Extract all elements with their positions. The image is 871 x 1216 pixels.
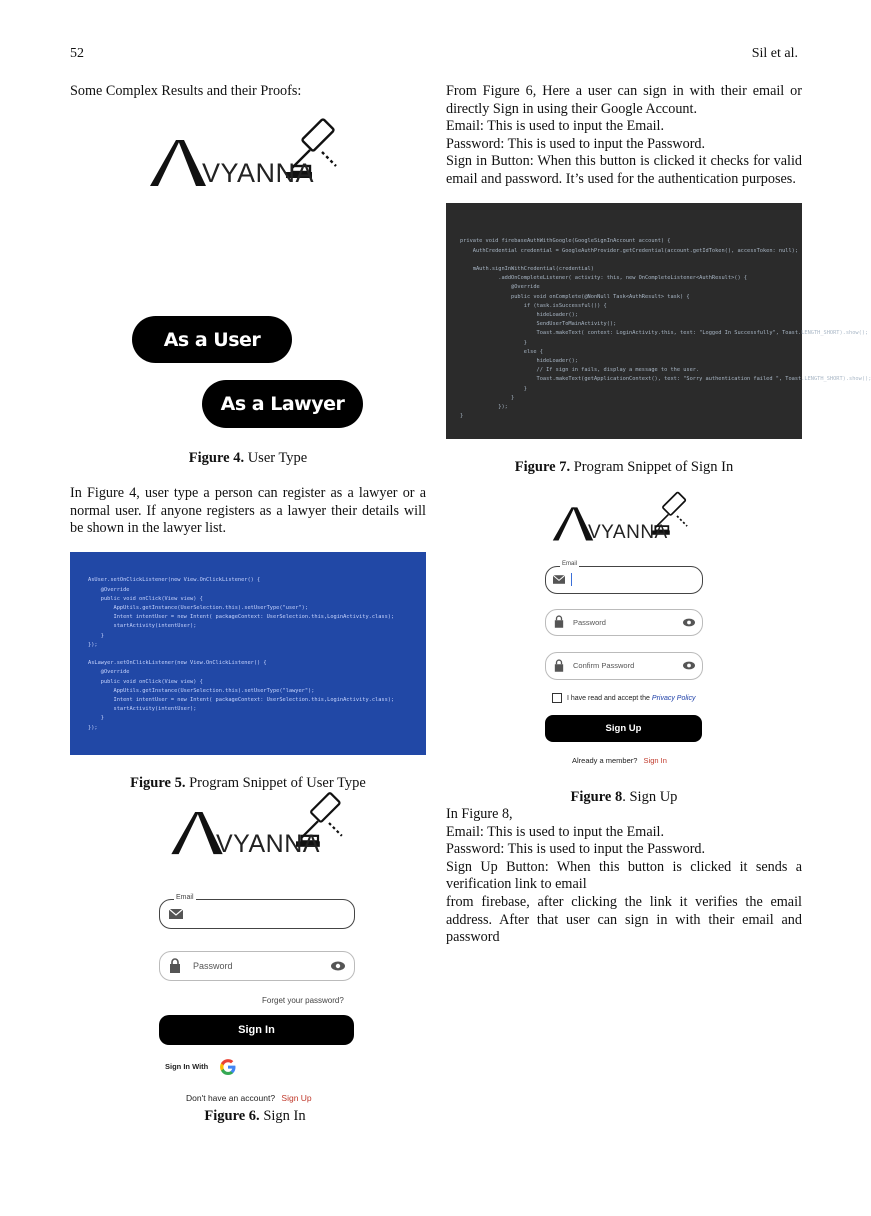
code-line: @Override	[88, 586, 130, 593]
code-line: }	[88, 632, 104, 639]
caption-text: User Type	[244, 450, 308, 466]
text-line: from firebase, after clicking the link it verifies the email address. After that user can sign in with their email and password	[446, 893, 802, 946]
accept-text: I have read and accept the	[567, 694, 650, 702]
paragraph-figure-8	[446, 806, 802, 947]
text-cursor	[571, 573, 572, 586]
password-placeholder: Password	[573, 618, 606, 627]
caption-text: . Sign Up	[622, 789, 678, 805]
password-field[interactable]	[159, 951, 355, 981]
paragraph-figure-4: In Figure 4, user type a person can register as a lawyer or a normal user. If anyone registers as a lawyer their details will be shown in the lawyer list.	[70, 485, 426, 537]
text-line: Password: This is used to input the Password.	[446, 135, 706, 152]
mail-icon	[553, 575, 565, 584]
code-line: else {	[460, 348, 543, 355]
code-line: AppUtils.getInstance(UserSelection.this).setUserType("user");	[88, 605, 309, 612]
code-line: public void onClick(View view) {	[88, 678, 203, 685]
code-line: }	[460, 339, 527, 346]
code-line: AsLawyer.setOnClickListener(new View.OnClickListener() {	[88, 660, 267, 667]
caption-label: Figure 8	[570, 789, 623, 805]
sign-up-link[interactable]: Sign Up	[281, 1093, 312, 1103]
text-line: Sign in Button: When this button is clicked it checks for valid email and password. It’s used for the authentication purposes.	[446, 153, 802, 187]
accept-policy-row	[552, 693, 695, 703]
figure-6-caption	[70, 1108, 440, 1125]
logo-text: VYANNA	[588, 522, 668, 543]
sign-up-button[interactable]: Sign Up	[545, 715, 702, 742]
code-line	[88, 650, 426, 659]
confirm-password-placeholder: Confirm Password	[573, 661, 635, 670]
code-line: }	[460, 385, 527, 392]
lock-icon	[169, 958, 181, 973]
code-line: hideLoader();	[460, 358, 578, 365]
figure-8-caption	[446, 789, 802, 806]
privacy-policy-link[interactable]: Privacy Policy	[651, 694, 696, 702]
code-line: });	[460, 404, 508, 411]
already-member-text: Already a member?	[572, 756, 638, 765]
forgot-password-link[interactable]: Forget your password?	[262, 996, 344, 1005]
eye-icon[interactable]	[683, 618, 695, 627]
email-label: Email	[562, 561, 578, 567]
password-placeholder: Password	[193, 961, 233, 971]
code-snippet-user-type	[70, 552, 426, 755]
code-line: AsUser.setOnClickListener(new View.OnClickListener() {	[88, 577, 261, 584]
code-line: @Override	[460, 284, 540, 291]
code-line: startActivity(intentUser);	[88, 623, 197, 630]
accept-checkbox[interactable]	[552, 693, 562, 703]
code-line: SendUserToMainActivity();	[460, 321, 617, 328]
code-line: }	[460, 413, 464, 420]
avyanna-logo	[150, 116, 350, 188]
code-line: AuthCredential credential = GoogleAuthProvider.getCredential(account.getIdToken(), accessToken: null);	[460, 247, 799, 254]
code-line: }	[460, 394, 515, 401]
caption-text: Sign In	[259, 1108, 306, 1124]
text-line: Sign Up Button: When this button is clicked it sends a verification link to email	[446, 858, 802, 893]
no-account-text: Don't have an account?	[186, 1093, 276, 1103]
code-line: mAuth.signInWithCredential(credential)	[460, 266, 594, 273]
code-line: private void firebaseAuthWithGoogle(GoogleSignInAccount account) {	[460, 238, 671, 245]
already-member-prompt	[572, 756, 667, 765]
code-line: });	[88, 724, 98, 731]
caption-label: Figure 7.	[514, 459, 571, 475]
code-line	[460, 256, 802, 265]
logo-text: VYANNA	[216, 830, 320, 858]
code-line: Toast.makeText(getApplicationContext(), text: "Sorry authentication failed ", Toast.LENGTH_SHORT).show();	[460, 376, 871, 383]
paragraph-figure-6	[446, 83, 802, 189]
code-line: public void onComplete(@NonNull Task<AuthResult> task) {	[460, 293, 690, 300]
eye-icon[interactable]	[331, 961, 345, 971]
no-account-prompt	[186, 1093, 312, 1103]
sign-in-link[interactable]: Sign In	[643, 756, 667, 765]
code-snippet-sign-in	[446, 203, 871, 439]
as-user-button[interactable]: As a User	[132, 316, 292, 363]
caption-label: Figure 5.	[130, 775, 186, 791]
running-head: Sil et al.	[751, 46, 798, 61]
code-line: });	[88, 641, 98, 648]
sign-in-with-label: Sign In With	[165, 1062, 209, 1071]
avyanna-logo	[550, 490, 700, 542]
caption-text: Program Snippet of User Type	[185, 775, 366, 791]
code-line: .addOnCompleteListener( activity: this, new OnCompleteListener<AuthResult>() {	[460, 275, 748, 282]
caption-label: Figure 4.	[188, 450, 245, 466]
code-line: if (task.isSuccessful()) {	[460, 302, 607, 309]
lock-icon	[554, 615, 564, 628]
figure-7-caption	[446, 459, 802, 476]
code-line: hideLoader();	[460, 312, 578, 319]
page-number: 52	[70, 46, 84, 61]
text-line: Email: This is used to input the Email.	[446, 823, 665, 840]
google-icon[interactable]	[220, 1059, 236, 1075]
email-field[interactable]	[159, 894, 355, 929]
code-line: AppUtils.getInstance(UserSelection.this).setUserType("lawyer");	[88, 687, 315, 694]
text-line: Password: This is used to input the Password.	[446, 841, 706, 858]
text-line: Email: This is used to input the Email.	[446, 118, 665, 135]
code-line: // If sign in fails, display a message to the user.	[460, 367, 700, 374]
code-line: public void onClick(View view) {	[88, 595, 203, 602]
email-field[interactable]	[545, 561, 703, 594]
as-lawyer-button[interactable]: As a Lawyer	[202, 380, 363, 428]
code-line: Toast.makeText( context: LoginActivity.this, text: "Logged In Successfully", Toast.LENGTH_SHORT).show();	[460, 330, 869, 337]
email-label: Email	[176, 894, 194, 901]
logo-text: VYANNA	[202, 158, 315, 188]
caption-text: Program Snippet of Sign In	[570, 459, 734, 475]
lock-icon	[554, 659, 564, 672]
code-line: Intent intentUser = new Intent( packageContext: UserSelection.this,LoginActivity.class);	[88, 614, 395, 621]
caption-label: Figure 6.	[204, 1108, 260, 1124]
mail-icon	[169, 909, 183, 919]
avyanna-logo	[168, 790, 358, 856]
text-line: In Figure 8,	[446, 806, 513, 822]
eye-icon[interactable]	[683, 661, 695, 670]
code-line: }	[88, 715, 104, 722]
sign-in-button[interactable]: Sign In	[159, 1015, 354, 1045]
code-line: Intent intentUser = new Intent( packageContext: UserSelection.this,LoginActivity.class);	[88, 697, 395, 704]
password-field[interactable]	[545, 609, 703, 636]
text-line: From Figure 6, Here a user can sign in with their email or directly Sign in using their Google Account.	[446, 83, 802, 117]
section-intro: Some Complex Results and their Proofs:	[70, 83, 302, 99]
confirm-password-field[interactable]	[545, 652, 703, 680]
figure-4-caption	[70, 450, 426, 467]
code-line: startActivity(intentUser);	[88, 706, 197, 713]
code-line: @Override	[88, 669, 130, 676]
